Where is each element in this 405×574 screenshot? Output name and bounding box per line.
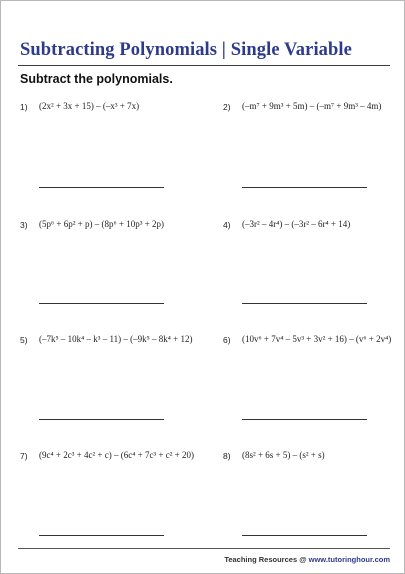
problem-number: 8) <box>223 451 231 461</box>
answer-line[interactable] <box>242 419 367 420</box>
problem-expression: (2x² + 3x + 15) – (–x³ + 7x) <box>39 101 140 111</box>
answer-line[interactable] <box>242 303 367 304</box>
problem-expression: (–3r² – 4r⁴) – (–3r² – 6r⁴ + 14) <box>242 219 351 229</box>
problem-expression: (8s² + 6s + 5) – (s² + s) <box>242 450 325 460</box>
problem-number: 6) <box>223 335 231 345</box>
problem-number: 4) <box>223 220 231 230</box>
footer-divider <box>18 548 390 549</box>
answer-line[interactable] <box>242 535 367 536</box>
problem-expression: (9c⁴ + 2c³ + 4c² + c) – (6c⁴ + 7c³ + c² + 20) <box>39 450 194 460</box>
footer-label: Teaching Resources @ <box>224 555 309 564</box>
problem-expression: (10v⁶ + 7v⁴ – 5v³ + 3v² + 16) – (v⁶ + 2v⁴) <box>242 334 392 344</box>
footer <box>224 555 390 564</box>
answer-line[interactable] <box>39 419 164 420</box>
problem-number: 1) <box>20 102 28 112</box>
problem-expression: (–m⁷ + 9m³ + 5m) – (–m⁷ + 9m³ – 4m) <box>242 101 382 111</box>
problem-expression: (5p⁶ + 6p² + p) – (8p⁶ + 10p³ + 2p) <box>39 219 164 229</box>
problem-expression: (–7k⁵ – 10k⁴ – k³ – 11) – (–9k⁵ – 8k⁴ + 12) <box>39 334 193 344</box>
problem-number: 5) <box>20 335 28 345</box>
problem-number: 7) <box>20 451 28 461</box>
answer-line[interactable] <box>39 535 164 536</box>
footer-link[interactable]: www.tutoringhour.com <box>308 555 390 564</box>
problem-number: 2) <box>223 102 231 112</box>
answer-line[interactable] <box>39 187 164 188</box>
page-title: Subtracting Polynomials | Single Variable <box>20 40 352 60</box>
answer-line[interactable] <box>39 303 164 304</box>
problem-number: 3) <box>20 220 28 230</box>
instruction-text: Subtract the polynomials. <box>20 72 173 86</box>
title-divider <box>18 65 390 66</box>
answer-line[interactable] <box>242 187 367 188</box>
